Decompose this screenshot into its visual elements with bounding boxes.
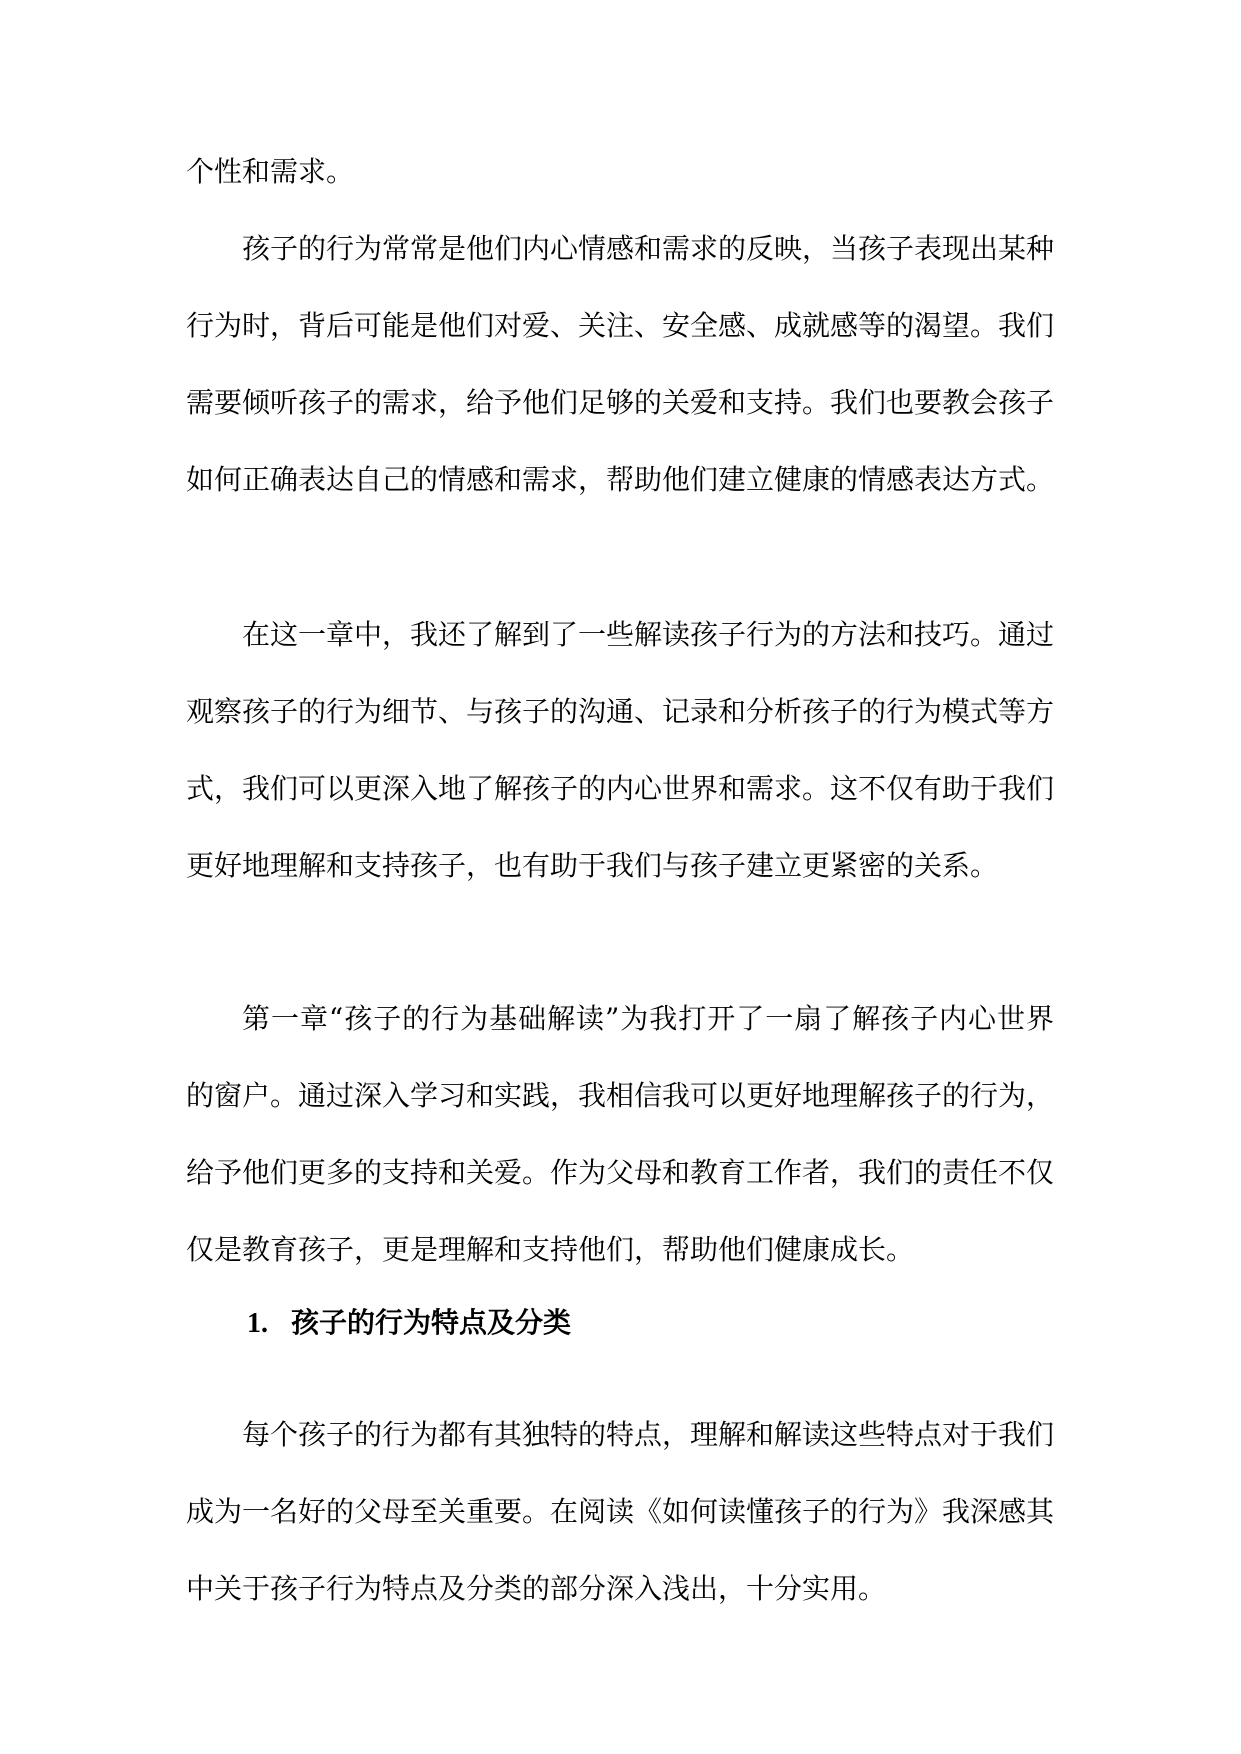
- paragraph-continuation: 个性和需求。: [186, 155, 355, 188]
- paragraph-chapter-one-summary: 第一章“孩子的行为基础解读”为我打开了一扇了解孩子内心世界的窗户。通过深入学习和实践，我相信我可以更好地理解孩子的行为，给予他们更多的支持和关爱。作为父母和教育工作者，我们的责任不仅仅是教育孩子，更是理解和支持他们，帮助他们健康成长。: [186, 1002, 1055, 1266]
- section-heading: [247, 1303, 571, 1344]
- paragraph-behavior-characteristics: 每个孩子的行为都有其独特的特点，理解和解读这些特点对于我们成为一名好的父母至关重要。在阅读《如何读懂孩子的行为》我深感其中关于孩子行为特点及分类的部分深入浅出，十分实用。: [186, 1418, 1055, 1605]
- paragraph-methods-techniques: 在这一章中，我还了解到了一些解读孩子行为的方法和技巧。通过观察孩子的行为细节、与孩子的沟通、记录和分析孩子的行为模式等方式，我们可以更深入地了解孩子的内心世界和需求。这不仅有助于我们更好地理解和支持孩子，也有助于我们与孩子建立更紧密的关系。: [186, 618, 1055, 882]
- section-title: 孩子的行为特点及分类: [291, 1306, 572, 1339]
- section-number: 1.: [247, 1308, 268, 1339]
- paragraph-behavior-reflects-needs: 孩子的行为常常是他们内心情感和需求的反映，当孩子表现出某种行为时，背后可能是他们对爱、关注、安全感、成就感等的渴望。我们需要倾听孩子的需求，给予他们足够的关爱和支持。我们也要教会孩子如何正确表达自己的情感和需求，帮助他们建立健康的情感表达方式。: [186, 232, 1055, 496]
